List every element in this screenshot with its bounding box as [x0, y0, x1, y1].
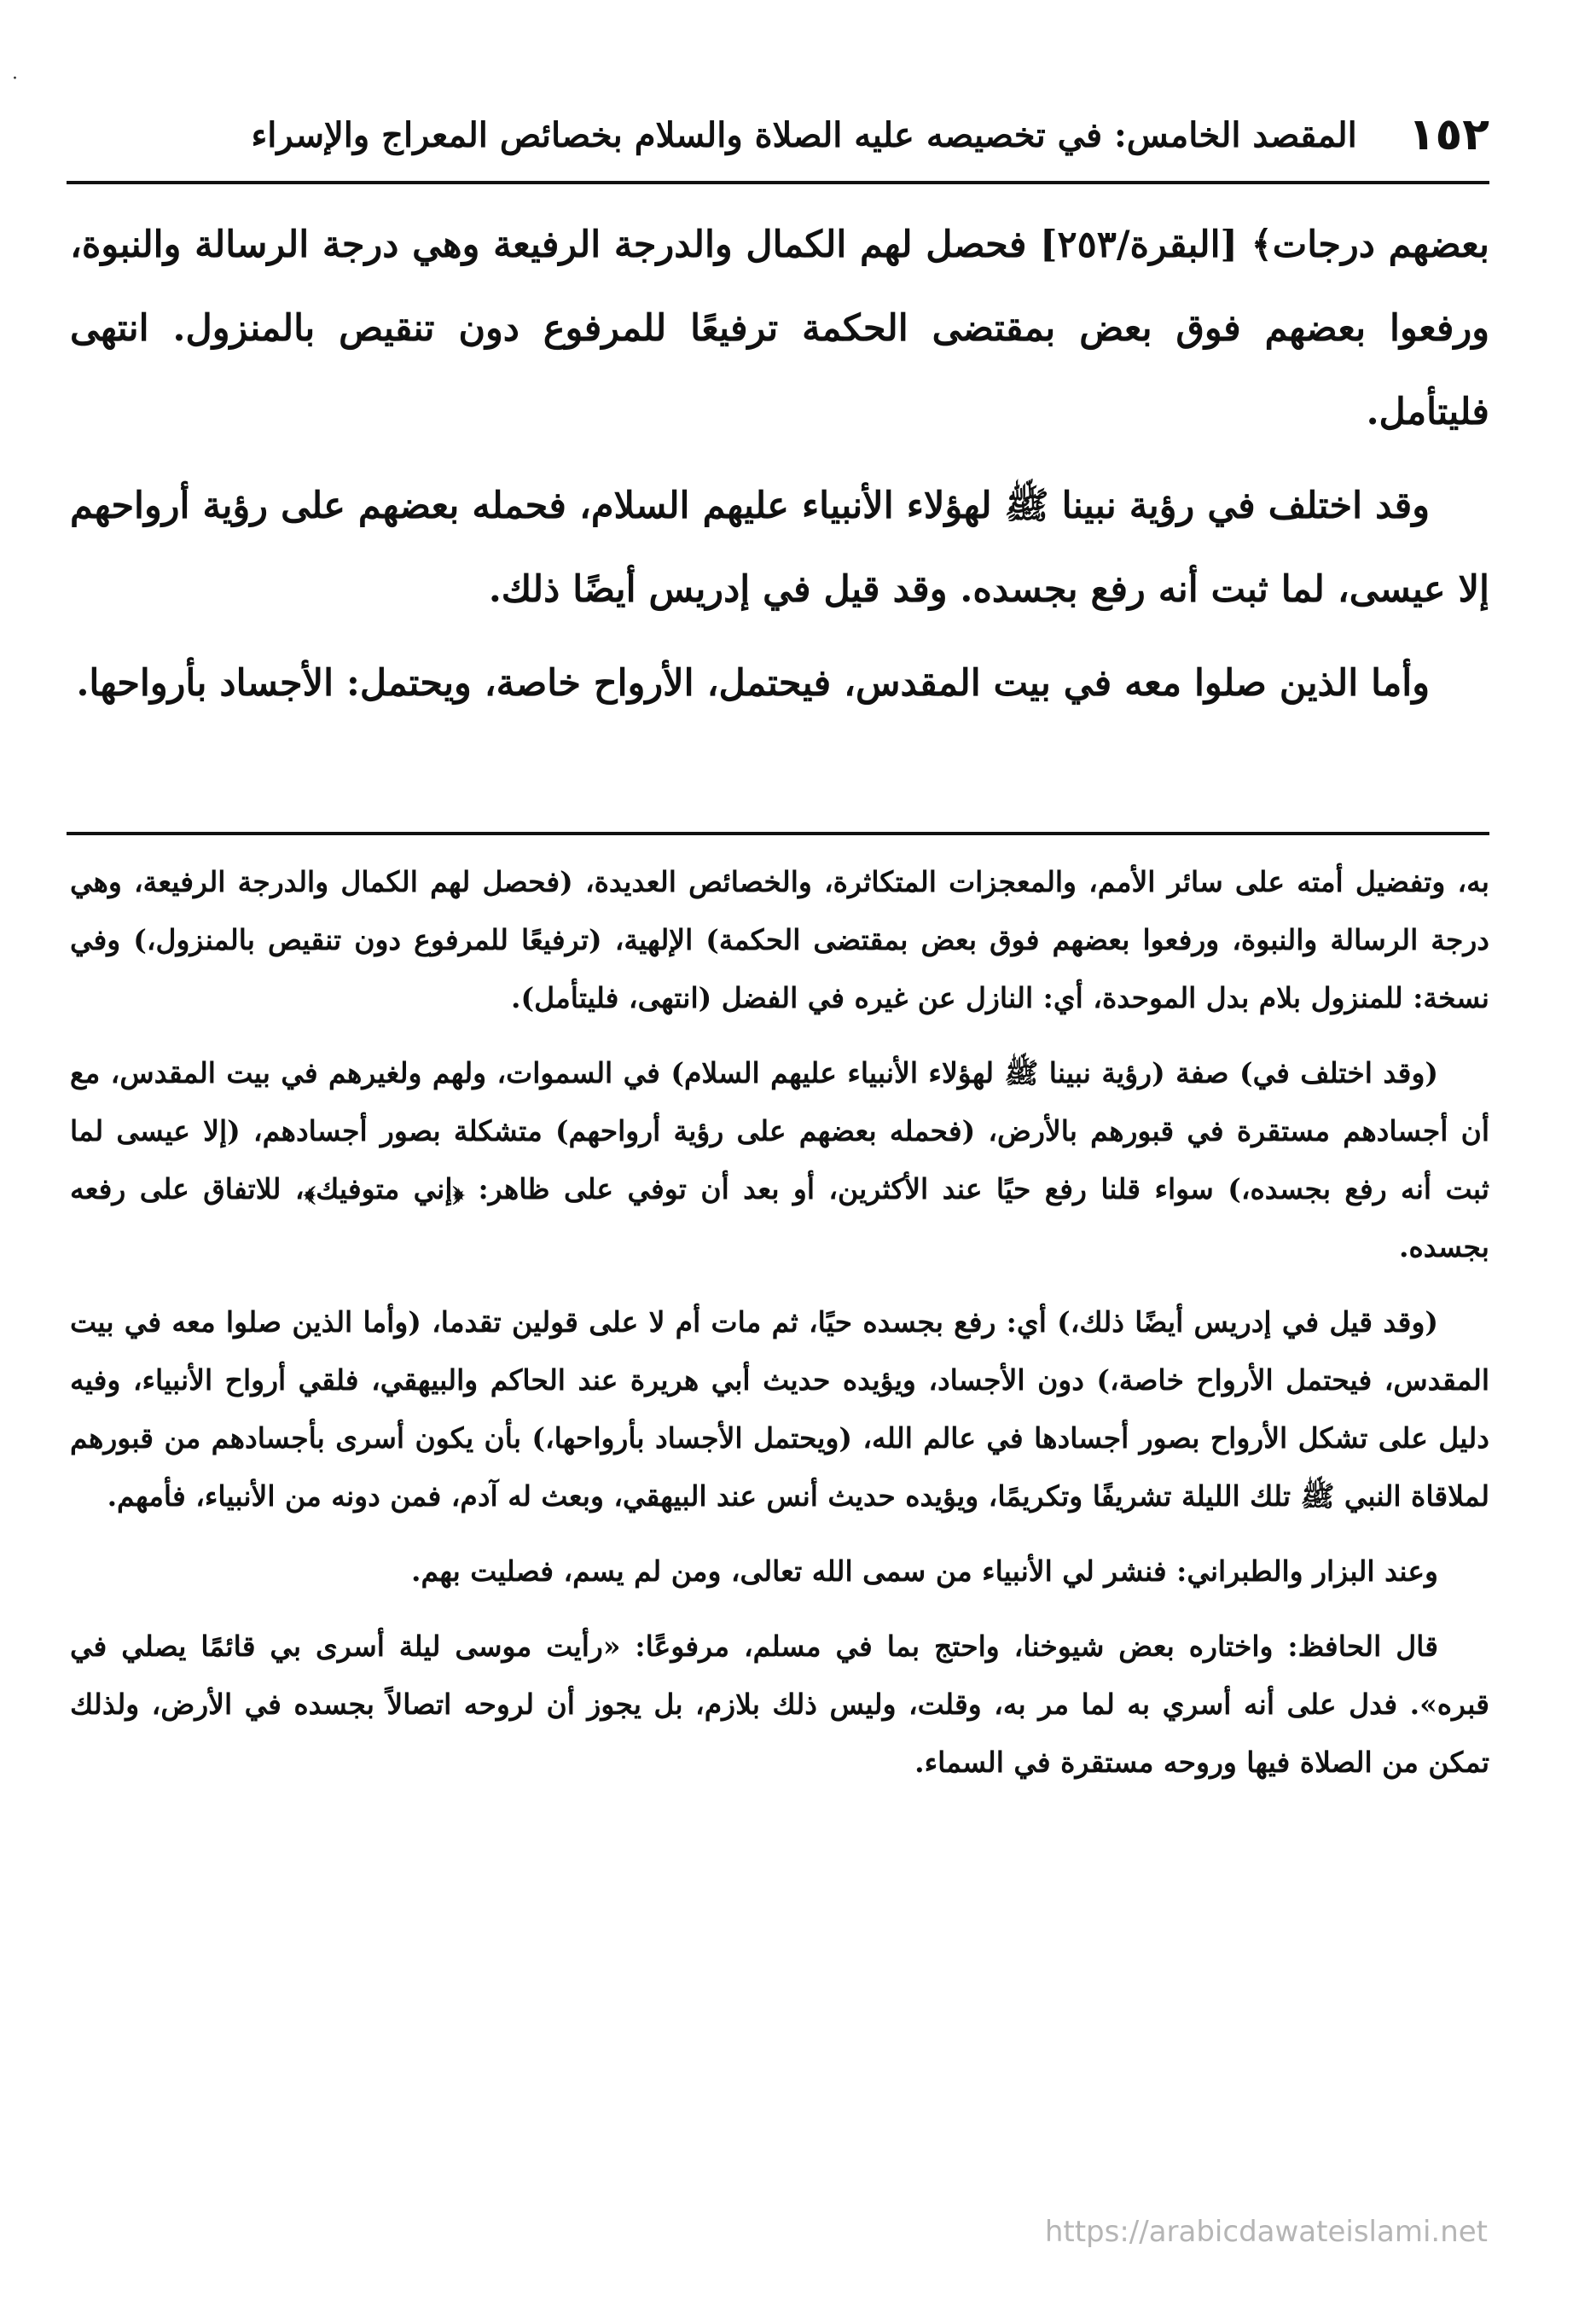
scan-speck: · [12, 68, 18, 90]
commentary-paragraph: قال الحافظ: واختاره بعض شيوخنا، واحتج بما في مسلم، مرفوعًا: «رأيت موسى ليلة أسرى بي قائمًا يصلي في قبره». فدل على أنه أسري به لما مر به، وقلت، وليس ذلك بلازم، بل يجوز أن لروحه اتصالاً بجسده في الأرض، ولذلك تمكن من الصلاة فيها وروحه مستقرة في السماء. [70, 1630, 1489, 1779]
commentary-paragraph: (وقد قيل في إدريس أيضًا ذلك،) أي: رفع بجسده حيًا، ثم مات أم لا على قولين تقدما، (وأما الذين صلوا معه في بيت المقدس، فيحتمل الأرواح خاصة،) دون الأجساد، ويؤيده حديث أبي هريرة عند الحاكم والبيهقي، فلقي أرواح الأنبياء، وفيه دليل على تشكل الأرواح بصور أجسادها في عالم الله، (ويحتمل الأجساد بأرواحها،) بأن يكون أسرى بأجسادهم من قبورهم لملاقاة النبي ﷺ تلك الليلة تشريفًا وتكريمًا، ويؤيده حديث أنس عند البيهقي، وبعث له آدم، فمن دونه من الأنبياء، فأمهم. [70, 1305, 1489, 1513]
main-paragraph: وقد اختلف في رؤية نبينا ﷺ لهؤلاء الأنبياء عليهم السلام، فحمله بعضهم على رؤية أرواحهم إلا عيسى، لما ثبت أنه رفع بجسده. وقد قيل في إدريس أيضًا ذلك. [70, 485, 1489, 611]
website-watermark: https://arabicdawateislami.net [1044, 2215, 1488, 2249]
commentary-paragraph: وعند البزار والطبراني: فنشر لي الأنبياء من سمى الله تعالى، ومن لم يسم، فصليت بهم. [410, 1554, 1438, 1588]
commentary-text [70, 853, 1489, 1809]
main-paragraph: بعضهم درجات﴾ [البقرة/٢٥٣] فحصل لهم الكمال والدرجة الرفيعة وهي درجة الرسالة والنبوة، ورفعوا بعضهم فوق بعض بمقتضى الحكمة ترفيعًا للمرفوع دون تنقيص بالمنزول. انتهى فليتأمل. [70, 224, 1490, 433]
commentary-paragraph: به، وتفضيل أمته على سائر الأمم، والمعجزات المتكاثرة، والخصائص العديدة، (فحصل لهم الكمال والدرجة الرفيعة، وهي درجة الرسالة والنبوة، ورفعوا بعضهم فوق بعض بمقتضى الحكمة) الإلهية، (ترفيعًا للمرفوع دون تنقيص بالمنزول،) وفي نسخة: للمنزول بلام بدل الموحدة، أي: النازل عن غيره في الفضل (انتهى، فليتأمل). [70, 865, 1489, 1014]
commentary-paragraph: (وقد اختلف في) صفة (رؤية نبينا ﷺ لهؤلاء الأنبياء عليهم السلام) في السموات، ولهم ولغيرهم في بيت المقدس، مع أن أجسادهم مستقرة في قبورهم بالأرض، (فحمله بعضهم على رؤية أرواحهم) متشكلة بصور أجسادهم، (إلا عيسى لما ثبت أنه رفع بجسده،) سواء قلنا رفع حيًا عند الأكثرين، أو بعد أن توفي على ظاهر: ﴿إني متوفيك﴾، للاتفاق على رفعه بجسده. [70, 1056, 1489, 1264]
header-rule [67, 181, 1489, 184]
page-number: ١٥٢ [1408, 109, 1489, 160]
commentary-separator-rule [67, 832, 1489, 835]
running-title: المقصد الخامس: في تخصيصه عليه الصلاة والسلام بخصائص المعراج والإسراء [251, 114, 1357, 155]
main-text [70, 203, 1489, 735]
main-paragraph: وأما الذين صلوا معه في بيت المقدس، فيحتمل، الأرواح خاصة، ويحتمل: الأجساد بأرواحها. [76, 662, 1430, 705]
page-header [67, 101, 1489, 169]
